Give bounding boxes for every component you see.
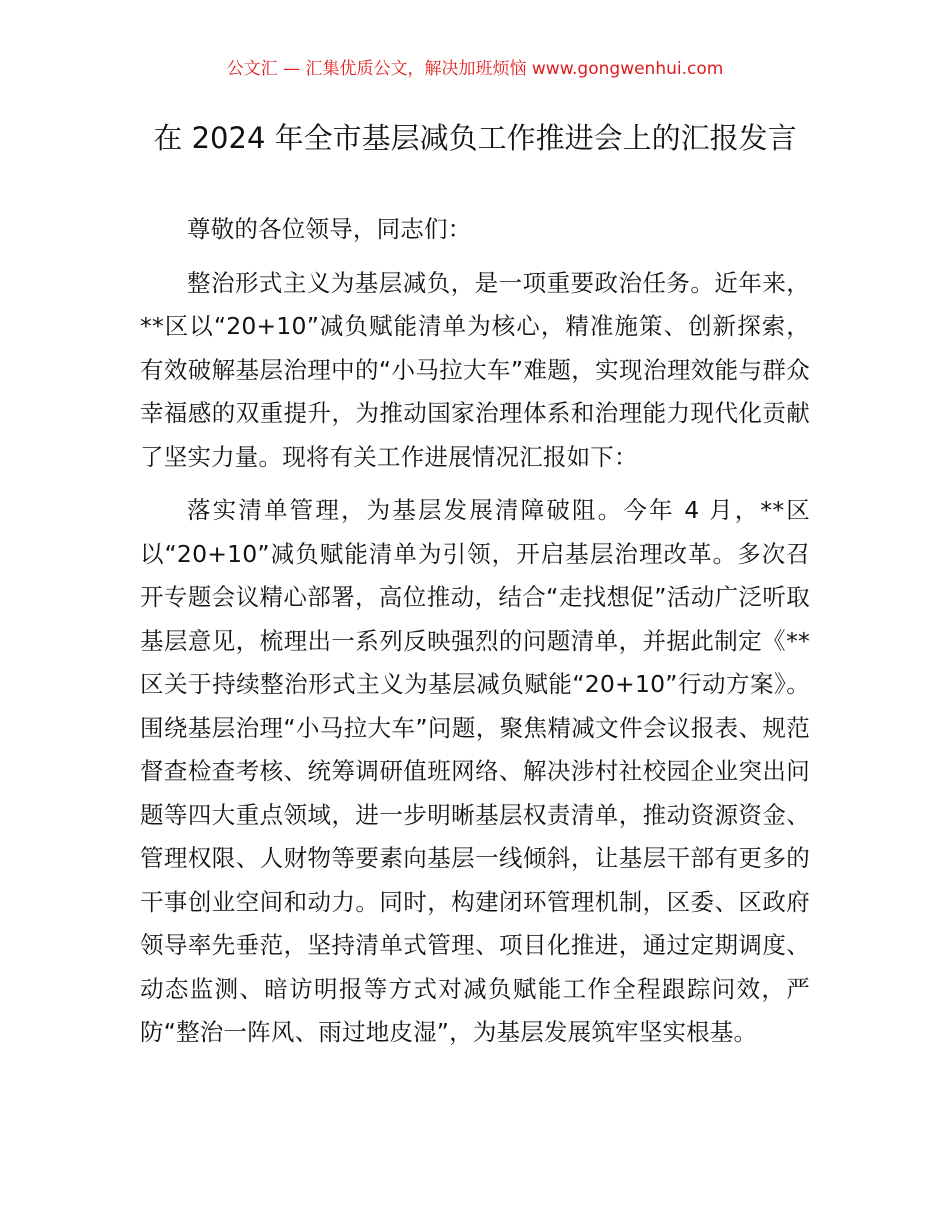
paragraph: 整治形式主义为基层减负，是一项重要政治任务。近年来，**区以“20+10”减负赋能清单为核心，精准施策、创新探索，有效破解基层治理中的“小马拉大车”难题，实现治理效能与群众幸福感的双重提升，为推动国家治理体系和治理能力现代化贡献了坚实力量。现将有关工作进展情况汇报如下： (140, 268, 810, 471)
site-header-banner: 公文汇 — 汇集优质公文，解决加班烦恼 www.gongwenhui.com (226, 59, 724, 79)
salutation: 尊敬的各位领导，同志们： (187, 215, 472, 243)
document-title: 在 2024 年全市基层减负工作推进会上的汇报发言 (153, 121, 797, 155)
paragraph: 落实清单管理，为基层发展清障破阻。今年 4 月，**区以“20+10”减负赋能清单为引领，开启基层治理改革。多次召开专题会议精心部署，高位推动，结合“走找想促”活动广泛听取基层意见，梳理出一系列反映强烈的问题清单，并据此制定《**区关于持续整治形式主义为基层减负赋能“20+10”行动方案》。围绕基层治理“小马拉大车”问题，聚焦精减文件会议报表、规范督查检查考核、统筹调研值班网络、解决涉村社校园企业突出问题等四大重点领域，进一步明晰基层权责清单，推动资源资金、管理权限、人财物等要素向基层一线倾斜，让基层干部有更多的干事创业空间和动力。同时，构建闭环管理机制，区委、区政府领导率先垂范，坚持清单式管理、项目化推进，通过定期调度、动态监测、暗访明报等方式对减负赋能工作全程跟踪问效，严防“整治一阵风、雨过地皮湿”，为基层发展筑牢坚实根基。 (140, 496, 810, 1046)
document-body (140, 208, 810, 1065)
